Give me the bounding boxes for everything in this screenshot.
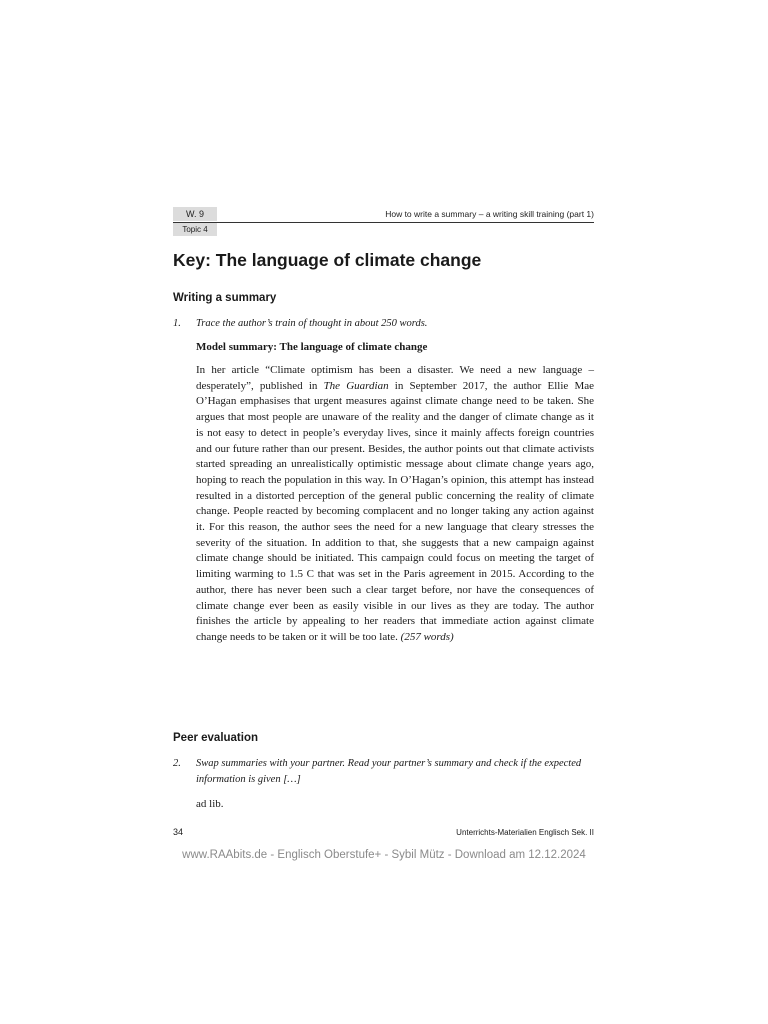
topic-badge: Topic 4 (173, 223, 217, 236)
task-instruction-2: Swap summaries with your partner. Read your partner’s summary and check if the expected information is given […] (196, 758, 582, 785)
model-summary-text (196, 363, 594, 646)
task-number-1: 1. (173, 318, 181, 329)
section-heading-writing-summary: Writing a summary (173, 292, 277, 304)
unit-code-badge: W. 9 (173, 207, 217, 221)
summary-text-part-2: in September 2017, the author Ellie Mae O’Hagan emphasises that urgent measures against climate change need to be taken. She argues that most people are unaware of the reality and the danger of climate change as it is not easy to detect in people’s everyday lives, since it mainly affects foreign countries and our future rather than our present. Besides, the author points out that climate activists started spreading an unrealistically optimistic message about climate change years ago, hoping to reach the population in this way. In O’Hagan’s opinion, this attempt has instead resulted in a distorted perception of the general public concerning the reality of climate change. People reacted by becoming complacent and no longer taking any action against it. For this reason, the author sees the need for a new language that cleary stresses the severity of the situation. In addition to that, she suggests that a new campaign against climate change should be initiated. This campaign could focus on meeting the target of limiting warming to 1.5 C that was set in the Paris agreement in 2015. According to the author, there has never been such a clear target before, nor have the consequences of climate change ever been as easily visible in our lives as they are today. The author finishes the article by appealing to her readers that immediate action against climate change needs to be taken or it will be too late. (196, 379, 594, 643)
task-number-2: 2. (173, 758, 181, 769)
summary-source-title: The Guardian (323, 379, 389, 392)
word-count: (257 words) (400, 630, 454, 643)
footer-publication-title: Unterrichts-Materialien Englisch Sek. II (456, 828, 594, 837)
summary-text-part-1: In her article “Climate optimism has been a disaster. We need a new language – desperately”, published in (196, 364, 594, 392)
task-instruction-1: Trace the author’s train of thought in about 250 words. (196, 318, 428, 329)
download-watermark: www.RAAbits.de - Englisch Oberstufe+ - Sybil Mütz - Download am 12.12.2024 (182, 849, 586, 861)
task-2-answer: ad lib. (196, 798, 224, 810)
running-header (173, 207, 594, 223)
page-title: Key: The language of climate change (173, 250, 482, 270)
page-number: 34 (173, 827, 184, 837)
section-heading-peer-evaluation: Peer evaluation (173, 732, 259, 744)
running-header-title: How to write a summary – a writing skill training (part 1) (385, 209, 594, 219)
model-summary-heading: Model summary: The language of climate change (196, 341, 428, 353)
